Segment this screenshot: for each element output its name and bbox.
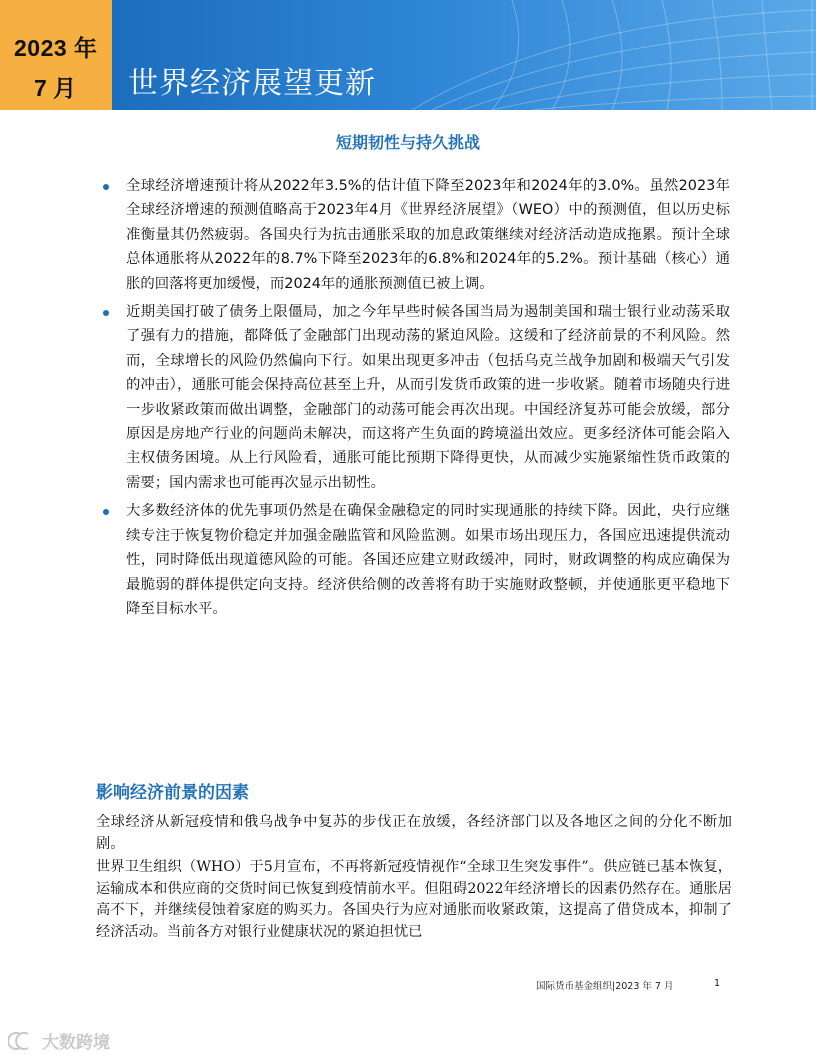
bullet-text: 近期美国打破了债务上限僵局，加之今年早些时候各国当局为遏制美国和瑞士银行业动荡采取了强有力的措施，都降低了金融部门出现动荡的紧迫风险。这缓和了经济前景的不利风险。然而，全球增长的风险仍然偏向下行。如果出现更多冲击（包括乌克兰战争加剧和极端天气引发的冲击），通胀可能会保持高位甚至上升，从而引发货币政策的进一步收紧。随着市场随央行进一步收紧政策而做出调整，金融部门的动荡可能会再次出现。中国经济复苏可能会放缓，部分原因是房地产行业的问题尚未解决，而这将产生负面的跨境溢出效应。更多经济体可能会陷入主权债务困境。从上行风险看，通胀可能比预期下降得更快，从而减少实施紧缩性货币政策的需要；国内需求也可能再次显示出韧性。 [126,304,730,491]
header-year: 2023 年 [14,35,98,61]
bullet-text: 全球经济增速预计将从2022年3.5%的估计值下降至2023年和2024年的3.0%。虽然2023年全球经济增速的预测值略高于2023年4月《世界经济展望》（WEO）中的预测值，但以历史标准衡量其仍然疲弱。各国央行为抗击通胀采取的加息政策继续对经济活动造成拖累。预计全球总体通胀将从2022年的8.7%下降至2023年的6.8%和2024年的5.2%。预计基础（核心）通胀的回落将更加缓慢，而2024年的通胀预测值已被上调。 [126,178,730,292]
watermark-logo-icon [8,1030,36,1052]
summary-bullet [100,499,730,621]
bullet-dot-icon [103,509,109,515]
section-heading: 影响经济前景的因素 [96,783,249,803]
header-month: 7 月 [34,75,77,101]
body-paragraph: 全球经济从新冠疫情和俄乌战争中复苏的步伐正在放缓，各经济部门以及各地区之间的分化不断加剧。 [96,814,732,852]
report-title: 世界经济展望更新 [128,66,376,101]
watermark [8,1028,110,1053]
summary-bullet [100,300,730,495]
body-paragraph: 世界卫生组织（WHO）于5月宣布，不再将新冠疫情视作“全球卫生突发事件”。供应链已基本恢复，运输成本和供应商的交货时间已恢复到疫情前水平。但阻碍2022年经济增长的因素仍然存在。通胀居高不下，并继续侵蚀着家庭的购买力。各国央行为应对通胀而收紧政策，这提高了借贷成本，抑制了经济活动。当前各方对银行业健康状况的紧迫担忧已 [96,859,732,940]
title-band [112,0,816,110]
bullet-dot-icon [103,184,109,190]
watermark-text: 大数跨境 [42,1033,110,1053]
report-subtitle: 短期韧性与持久挑战 [335,133,480,152]
bullet-dot-icon [103,310,109,316]
summary-bullet-list [100,174,730,625]
bullet-text: 大多数经济体的优先事项仍然是在确保金融稳定的同时实现通胀的持续下降。因此，央行应继续专注于恢复物价稳定并加强金融监管和风险监测。如果市场出现压力，各国应迅速提供流动性，同时降低出现道德风险的可能。各国还应建立财政缓冲，同时，财政调整的构成应确保为最脆弱的群体提供定向支持。经济供给侧的改善将有助于实施财政整顿，并使通胀更平稳地下降至目标水平。 [126,503,730,617]
page-number: 1 [714,978,721,989]
page-header [0,0,816,110]
date-box [0,0,112,110]
footer-source: 国际货币基金组织|2023 年 7 月 [536,981,674,992]
summary-bullet [100,174,730,296]
